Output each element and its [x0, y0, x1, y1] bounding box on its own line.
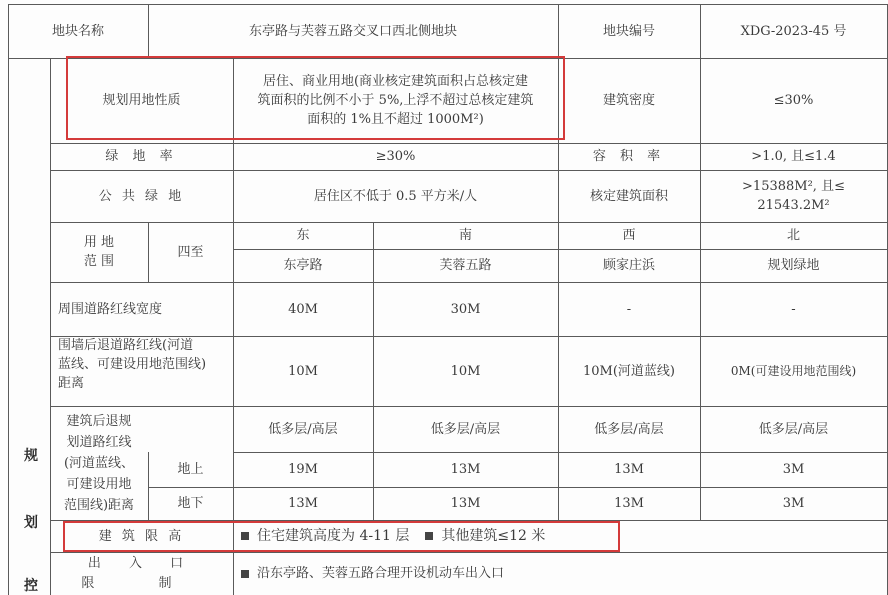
wall-setback-line: 围墙后退道路红线(河道 [58, 338, 194, 353]
below-ground-east: 13M [288, 496, 318, 511]
far-value: >1.0, 且≤1.4 [751, 149, 836, 164]
boundary-west: 顾家庄浜 [602, 258, 655, 273]
four-sides-label: 四至 [177, 244, 204, 260]
setback-type-west: 低多层/高层 [594, 421, 664, 437]
building-setback-line: 范围线)距离 [63, 497, 135, 513]
parcel-name-label: 地块名称 [51, 23, 104, 39]
table-border [8, 4, 9, 595]
road-width-south: 30M [450, 301, 481, 317]
building-setback-line: 划道路红线 [66, 434, 132, 450]
boundary-label-line: 范 围 [83, 254, 115, 269]
height-limit-other: 其他建筑≤12 米 [441, 527, 546, 544]
wall-setback-line: 距离 [58, 376, 85, 391]
wall-setback-line: 蓝线、可建设用地范围线) [58, 357, 207, 372]
bullet-square-icon [241, 570, 249, 578]
boundary-north: 规划绿地 [767, 258, 820, 273]
highlight-box-land-use [66, 56, 565, 140]
road-width-label: 周围道路红线宽度 [58, 301, 163, 317]
side-label-char: 规 [24, 448, 38, 464]
wall-setback-east: 10M [288, 363, 318, 379]
far-label: 容 积 率 [592, 149, 666, 164]
public-green-value: 居住区不低于 0.5 平方米/人 [313, 188, 478, 204]
entrance-text: 沿东亭路、芙蓉五路合理开设机动车出入口 [257, 566, 505, 581]
direction-north: 北 [786, 228, 800, 243]
above-ground-east: 19M [288, 462, 318, 477]
height-limit-residential: 住宅建筑高度为 4-11 层 [257, 527, 410, 544]
highlight-box-height-limit [63, 521, 620, 552]
land-use-label: 规划用地性质 [102, 93, 181, 108]
green-rate-label: 绿 地 率 [105, 149, 178, 164]
wall-setback-west: 10M(河道蓝线) [583, 363, 675, 379]
approved-area-value [700, 170, 887, 222]
public-green-label: 公 共 绿 地 [98, 188, 185, 204]
entrance-label [50, 552, 233, 595]
side-label-char: 划 [24, 515, 38, 531]
above-ground-south: 13M [450, 462, 481, 477]
parcel-code-label: 地块编号 [602, 23, 655, 39]
above-ground-west: 13M [614, 462, 644, 477]
side-label-char: 控 [24, 578, 38, 594]
building-setback-line: 建筑后退规 [66, 413, 132, 429]
road-width-west: - [626, 301, 632, 317]
direction-east: 东 [296, 228, 310, 243]
direction-west: 西 [622, 228, 636, 243]
above-ground-north: 3M [782, 462, 805, 477]
setback-type-north: 低多层/高层 [758, 421, 829, 437]
setback-type-south: 低多层/高层 [430, 421, 501, 437]
above-ground-label: 地上 [177, 462, 204, 477]
boundary-east: 东亭路 [283, 258, 323, 273]
density-value: ≤30% [773, 93, 814, 108]
land-use-line: 居住、商业用地(商业核定建筑面积占总核定建 [262, 74, 529, 89]
land-use-line: 面积的 1%且不超过 1000M²) [307, 112, 484, 127]
below-ground-label: 地下 [177, 496, 204, 511]
green-rate-value: ≥30% [375, 149, 416, 164]
boundary-label-line: 用 地 [83, 235, 115, 250]
entrance-value [233, 552, 887, 595]
density-label: 建筑密度 [602, 93, 655, 108]
height-limit-label: 建 筑 限 高 [98, 528, 185, 544]
building-setback-line: (河道蓝线、 [63, 455, 135, 471]
wall-setback-label [50, 336, 233, 406]
land-use-line: 筑面积的比例不小于 5%,上浮不超过总核定建筑 [257, 93, 534, 108]
entrance-label-line: 限 制 [81, 575, 202, 591]
boundary-label [50, 222, 148, 282]
below-ground-west: 13M [614, 496, 644, 511]
parcel-name-value: 东亭路与芙蓉五路交叉口西北侧地块 [248, 23, 457, 39]
boundary-south: 芙蓉五路 [439, 258, 492, 273]
approved-area-label: 核定建筑面积 [589, 188, 668, 204]
wall-setback-south: 10M [450, 363, 481, 379]
building-setback-line: 可建设用地 [66, 476, 132, 492]
setback-type-east: 低多层/高层 [268, 421, 338, 437]
approved-area-line: 21543.2M² [757, 198, 830, 213]
approved-area-line: >15388M², 且≤ [742, 179, 845, 194]
parcel-code-value: XDG-2023-45 号 [740, 23, 847, 39]
road-width-north: - [791, 301, 796, 317]
building-setback-label [50, 406, 148, 520]
direction-south: 南 [458, 228, 472, 243]
wall-setback-north: 0M(可建设用地范围线) [730, 363, 857, 378]
below-ground-north: 3M [782, 496, 805, 511]
road-width-east: 40M [288, 301, 318, 317]
below-ground-south: 13M [450, 496, 481, 511]
entrance-label-line: 出 入 口 [87, 555, 196, 571]
